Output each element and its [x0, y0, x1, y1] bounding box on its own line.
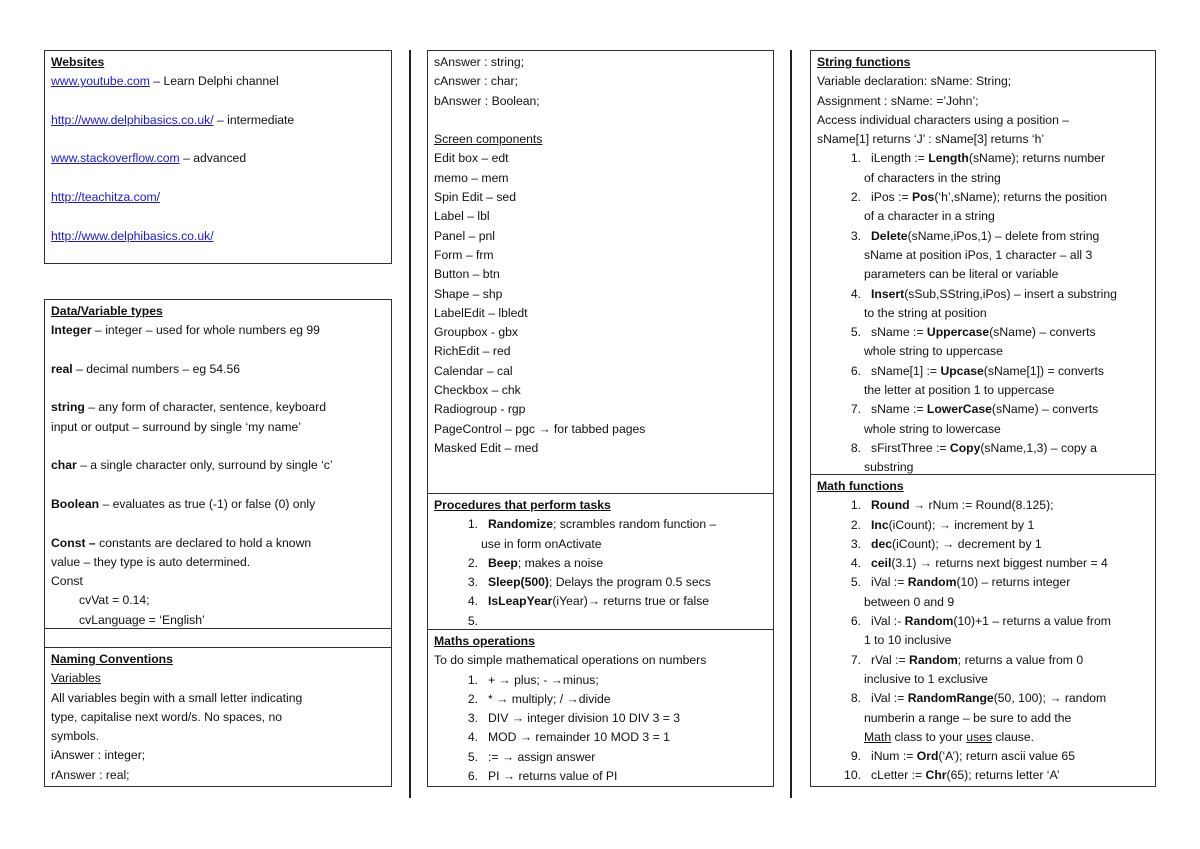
string-func-item: 4. Insert(sSub,SString,iPos) – insert a substring — [850, 286, 1117, 301]
website-item: www.stackoverflow.com – advanced — [51, 151, 247, 166]
component-item: LabelEdit – lbledt — [434, 305, 528, 320]
string-func-cont: of a character in a string — [864, 209, 995, 224]
string-func-item: 8. sFirstThree := Copy(sName,1,3) – copy a — [850, 440, 1097, 455]
website-link[interactable]: http://teachitza.com/ — [51, 190, 161, 205]
component-item: Spin Edit – sed — [434, 190, 516, 205]
math-func-cont: between 0 and 9 — [864, 594, 955, 609]
website-link[interactable]: http://www.delphibasics.co.uk/ — [51, 228, 214, 243]
math-func-item: 7. rVal := Random; returns a value from 0 — [850, 652, 1084, 667]
website-item — [51, 188, 386, 207]
components-box — [427, 50, 774, 494]
math-func-item: 8. iVal := RandomRange(50, 100); → random — [850, 691, 1107, 706]
type-string: string – any form of character, sentence, keyboard — [51, 400, 327, 415]
type-integer: Integer – integer – used for whole numbers eg 99 — [51, 323, 320, 338]
type-real: real – decimal numbers – eg 54.56 — [51, 361, 241, 376]
math-func-item: 10. cLetter := Chr(65); returns letter ‘A’ — [844, 768, 1060, 783]
naming-line: symbols. — [51, 729, 100, 744]
string-intro-line: Variable declaration: sName: String; — [817, 74, 1012, 89]
naming-line: iAnswer : integer; — [51, 748, 146, 763]
string-func-cont: parameters can be literal or variable — [864, 267, 1059, 282]
var-line: cAnswer : char; — [434, 74, 518, 89]
website-item: http://www.delphibasics.co.uk/ – intermediate — [51, 112, 295, 127]
math-func-cont: inclusive to 1 exclusive — [864, 671, 988, 686]
procedure-item: 3. Sleep(500); Delays the program 0.5 secs — [467, 575, 711, 590]
maths-op-item: 2. * → multiply; / →divide — [467, 691, 611, 706]
component-item: Shape – shp — [434, 286, 503, 301]
naming-line: All variables begin with a small letter indicating — [51, 690, 303, 705]
data-types-title: Data/Variable types — [51, 304, 163, 318]
website-link[interactable]: www.stackoverflow.com — [51, 151, 180, 166]
maths-ops-intro: To do simple mathematical operations on numbers — [434, 653, 707, 668]
string-functions-title: String functions — [817, 55, 911, 69]
naming-title: Naming Conventions — [51, 652, 173, 666]
math-func-item: 1. Round → rNum := Round(8.125); — [850, 498, 1054, 513]
website-item — [51, 227, 386, 246]
math-func-item: 2. Inc(iCount); → increment by 1 — [850, 517, 1035, 532]
math-func-cont: numberin a range – be sure to add the — [864, 710, 1072, 725]
procedure-item: 4. IsLeapYear(iYear)→ returns true or false — [467, 594, 710, 609]
naming-line: type, capitalise next word/s. No spaces, no — [51, 709, 283, 724]
var-line: bAnswer : Boolean; — [434, 93, 540, 108]
naming-line: rAnswer : real; — [51, 767, 130, 782]
websites-title: Websites — [51, 55, 105, 69]
component-item: Form – frm — [434, 247, 494, 262]
procedure-item-cont: use in form onActivate — [481, 536, 602, 551]
string-func-item: 6. sName[1] := Upcase(sName[1]) = converts — [850, 363, 1105, 378]
component-item: Panel – pnl — [434, 228, 495, 243]
math-func-item: 3. dec(iCount); → decrement by 1 — [850, 536, 1042, 551]
math-func-item: 4. ceil(3.1) → returns next biggest number = 4 — [850, 556, 1108, 571]
string-func-cont: substring — [864, 460, 914, 475]
maths-op-item: 4. MOD → remainder 10 MOD 3 = 1 — [467, 730, 670, 745]
component-item: Label – lbl — [434, 209, 490, 224]
component-item: Groupbox - gbx — [434, 325, 519, 340]
string-intro-line: Access individual characters using a position – — [817, 112, 1070, 127]
component-item: Checkbox – chk — [434, 383, 521, 398]
procedure-item: 1. Randomize; scrambles random function – — [467, 517, 717, 532]
maths-op-item: 6. PI → returns value of PI — [467, 769, 618, 784]
math-functions-box — [810, 474, 1156, 787]
components-title: Screen components — [434, 132, 543, 147]
const-line: cvLanguage = ‘English’ — [79, 612, 205, 627]
naming-box — [44, 647, 392, 787]
website-link[interactable]: www.youtube.com — [51, 74, 150, 89]
string-func-item: 7. sName := LowerCase(sName) – converts — [850, 402, 1099, 417]
component-item: Masked Edit – med — [434, 440, 539, 455]
procedure-item: 2. Beep; makes a noise — [467, 555, 604, 570]
procedure-item: 5. — [467, 613, 478, 628]
math-func-cont: Math class to your uses clause. — [864, 729, 1035, 744]
string-func-item: 2. iPos := Pos(‘h’,sName); returns the position — [850, 190, 1108, 205]
website-link[interactable]: http://www.delphibasics.co.uk/ — [51, 112, 214, 127]
string-func-cont: of characters in the string — [864, 170, 1001, 185]
string-functions-box — [810, 50, 1156, 475]
string-func-item: 1. iLength := Length(sName); returns number — [850, 151, 1106, 166]
component-item: Button – btn — [434, 267, 500, 282]
string-func-cont: whole string to lowercase — [864, 421, 1001, 436]
maths-op-item: 3. DIV → integer division 10 DIV 3 = 3 — [467, 711, 681, 726]
string-func-cont: sName at position iPos, 1 character – all 3 — [864, 247, 1093, 262]
component-item: memo – mem — [434, 170, 509, 185]
data-types-box — [44, 299, 392, 629]
math-functions-title: Math functions — [817, 479, 904, 493]
string-func-cont: to the string at position — [864, 305, 987, 320]
math-func-item: 5. iVal := Random(10) – returns integer — [850, 575, 1071, 590]
type-string-cont: input or output – surround by single ‘my name’ — [51, 419, 301, 434]
column-separator-right — [790, 50, 792, 798]
type-const-cont: value – they type is auto determined. — [51, 554, 251, 569]
const-line: cvVat = 0.14; — [79, 593, 150, 608]
website-item: www.youtube.com – Learn Delphi channel — [51, 74, 279, 89]
maths-ops-box — [427, 629, 774, 787]
type-boolean: Boolean – evaluates as true (-1) or false (0) only — [51, 496, 316, 511]
websites-box — [44, 50, 392, 264]
type-char: char – a single character only, surround by single ‘c’ — [51, 458, 333, 473]
component-item: PageControl – pgc → for tabbed pages — [434, 421, 646, 436]
math-func-item: 9. iNum := Ord(‘A’); return ascii value 65 — [850, 749, 1075, 764]
math-func-item: 6. iVal :- Random(10)+1 – returns a value from — [850, 614, 1111, 629]
procedures-title: Procedures that perform tasks — [434, 498, 611, 512]
component-item: RichEdit – red — [434, 344, 511, 359]
maths-ops-title: Maths operations — [434, 634, 535, 648]
string-intro-line: Assignment : sName: =’John’; — [817, 93, 979, 108]
var-line: sAnswer : string; — [434, 55, 525, 69]
string-func-item: 3. Delete(sName,iPos,1) – delete from string — [850, 228, 1100, 243]
component-item: Edit box – edt — [434, 151, 509, 166]
math-func-cont: 1 to 10 inclusive — [864, 633, 952, 648]
type-const: Const – constants are declared to hold a known — [51, 535, 312, 550]
string-intro-line: sName[1] returns ‘J’ : sName[3] returns ‘h’ — [817, 132, 1045, 147]
component-item: Calendar – cal — [434, 363, 513, 378]
procedures-box — [427, 493, 774, 630]
const-label: Const — [51, 574, 83, 589]
naming-subtitle: Variables — [51, 671, 101, 686]
empty-box — [44, 628, 392, 648]
string-func-cont: whole string to uppercase — [864, 344, 1003, 359]
maths-op-item: 5. := → assign answer — [467, 749, 596, 764]
component-item: Radiogroup - rgp — [434, 402, 526, 417]
string-func-item: 5. sName := Uppercase(sName) – converts — [850, 325, 1096, 340]
maths-op-item: 1. + → plus; - →minus; — [467, 672, 599, 687]
column-separator-left — [409, 50, 411, 798]
string-func-cont: the letter at position 1 to uppercase — [864, 383, 1055, 398]
